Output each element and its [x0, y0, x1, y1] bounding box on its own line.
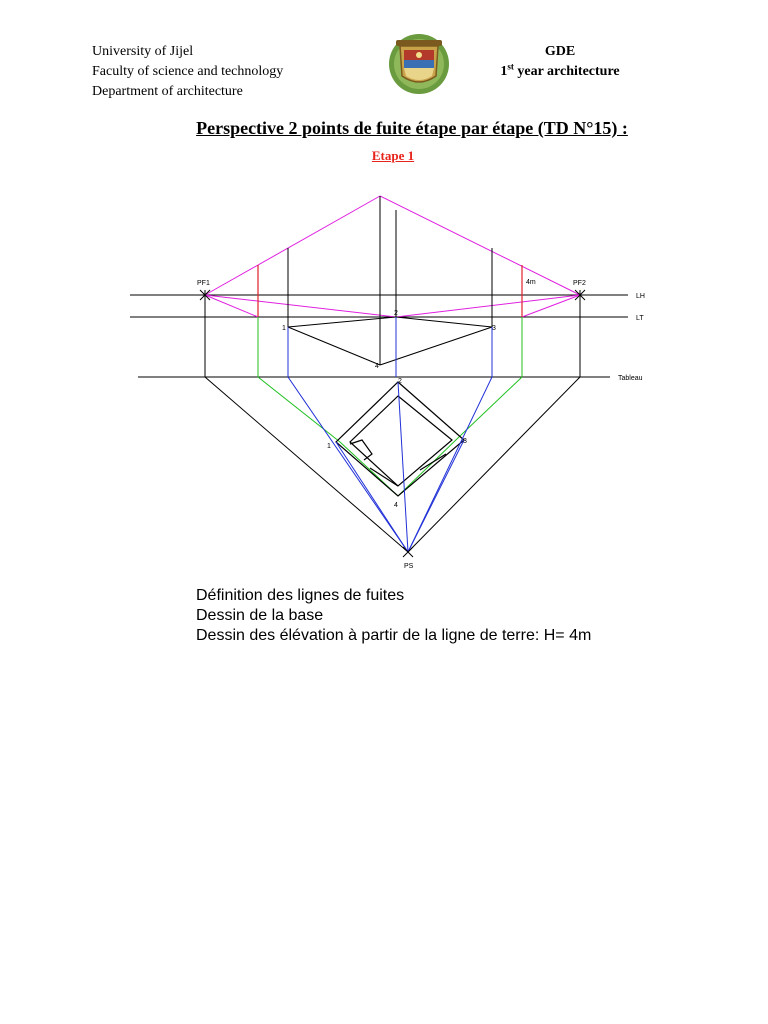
university-logo — [386, 30, 452, 96]
height-label: 4m — [526, 279, 536, 286]
note-line: Dessin de la base — [196, 607, 324, 624]
lt-label: LT — [636, 315, 644, 322]
plan-label-1: 1 — [327, 443, 331, 450]
pf1-label: PF1 — [197, 280, 210, 287]
page-title: Perspective 2 points de fuite étape par étape (TD N°15) : — [196, 118, 628, 138]
green-projections — [258, 317, 522, 496]
step-title: Etape 1 — [371, 148, 415, 163]
institution-block — [92, 42, 283, 102]
construction-verticals — [205, 196, 580, 377]
department-name: Department of architecture — [92, 84, 243, 99]
faculty-name: Faculty of science and technology — [92, 64, 284, 79]
lh-label: LH — [636, 293, 645, 300]
year-number: 1 — [500, 64, 508, 79]
point-label-4: 4 — [375, 363, 379, 370]
plan-label-2: 2 — [398, 378, 402, 385]
university-name: University of Jijel — [92, 44, 194, 59]
point-label-1: 1 — [282, 325, 286, 332]
course-block — [480, 42, 640, 82]
point-label-3: 3 — [492, 325, 496, 332]
height-lines — [258, 265, 522, 317]
plan-frame — [205, 377, 580, 552]
step-notes — [196, 586, 591, 646]
note-line: Définition des lignes de fuites — [196, 587, 405, 604]
note-line: Dessin des élévation à partir de la ligne de terre: H= 4m — [196, 627, 592, 644]
vanishing-lines — [205, 196, 580, 317]
plan-label-3: 3 — [463, 438, 467, 445]
plan-label-4: 4 — [394, 502, 398, 509]
year-text: year architecture — [513, 64, 620, 79]
perspective-drawing — [0, 180, 768, 580]
year-suffix: st — [507, 61, 514, 72]
ps-label: PS — [404, 563, 414, 570]
tableau-label: Tableau — [618, 375, 643, 382]
course-code: GDE — [544, 44, 576, 59]
point-label-2: 2 — [394, 310, 398, 317]
base-perspective — [288, 317, 492, 365]
year-level — [480, 62, 640, 82]
pf2-label: PF2 — [573, 280, 586, 287]
